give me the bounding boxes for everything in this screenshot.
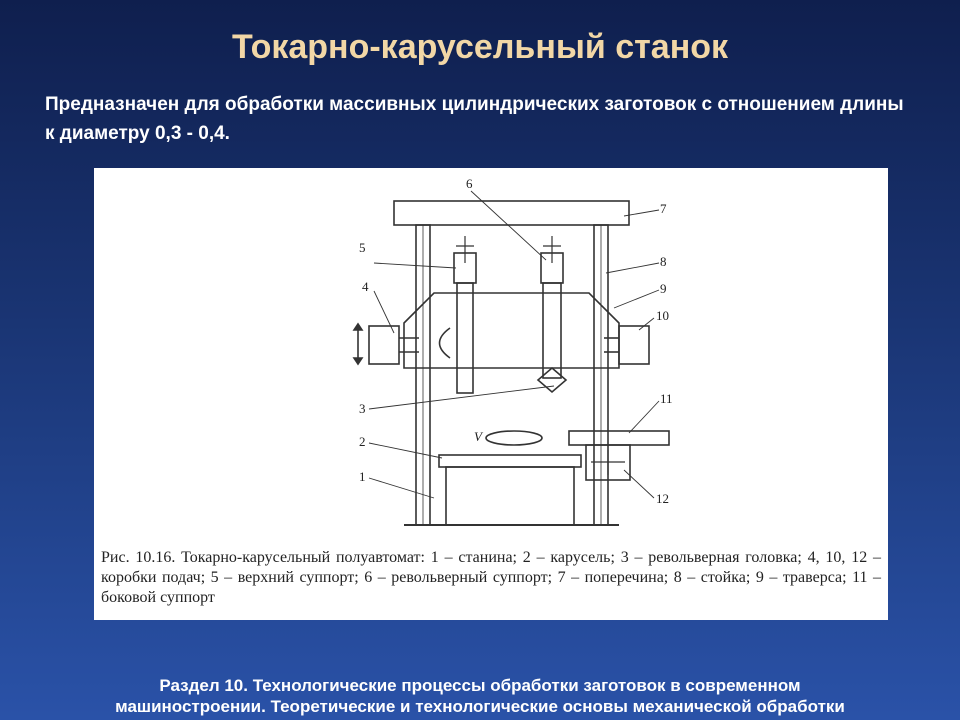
- crossbar: [394, 201, 629, 225]
- label-9: 9: [660, 281, 667, 296]
- slide-title: Токарно-карусельный станок: [231, 28, 729, 66]
- traverse: [404, 293, 619, 368]
- footer-line-2: машиностроении. Теоретические и технологические основы механической обработки: [115, 697, 845, 716]
- feed-box-right: [619, 326, 649, 364]
- rotary-table: [439, 455, 581, 467]
- label-6: 6: [466, 176, 473, 191]
- label-v: V: [474, 429, 482, 444]
- label-1: 1: [359, 469, 366, 484]
- label-2: 2: [359, 434, 366, 449]
- caption-body: 1 – станина; 2 – карусель; 3 – револьверная головка; 4, 10, 12 – коробки подач; 5 – верхний суппорт; 6 – револьверный суппорт; 7 – поперечина; 8 – стойка; 9 – траверса; 11 – боковой суппорт: [101, 549, 881, 606]
- turret-support-ram: [543, 283, 561, 378]
- slide-footer: [0, 675, 960, 717]
- slide-subtitle: Предназначен для обработки массивных цилиндрических заготовок с отношением длины к диаметру 0,3 - 0,4.: [45, 94, 904, 144]
- leader-lines: [369, 191, 659, 498]
- rotation-arrow: [440, 328, 451, 358]
- label-3: 3: [359, 401, 366, 416]
- label-4: 4: [362, 279, 369, 294]
- label-8: 8: [660, 254, 667, 269]
- machine-diagram: [94, 168, 888, 548]
- figure-caption: [101, 548, 881, 608]
- footer-line-1: Раздел 10. Технологические процессы обработки заготовок в современном: [159, 676, 801, 695]
- machine-bed: [446, 467, 574, 525]
- label-12: 12: [656, 491, 669, 506]
- upper-support-ram: [457, 283, 473, 393]
- label-10: 10: [656, 308, 669, 323]
- label-7: 7: [660, 201, 667, 216]
- label-11: 11: [660, 391, 673, 406]
- side-support: [569, 431, 669, 445]
- caption-prefix: Рис. 10.16. Токарно-карусельный полуавтомат:: [101, 549, 425, 566]
- machine-diagram-figure: [94, 168, 888, 620]
- feed-box-left: [369, 326, 399, 364]
- table-rotation-arrow: [486, 431, 542, 445]
- label-5: 5: [359, 240, 366, 255]
